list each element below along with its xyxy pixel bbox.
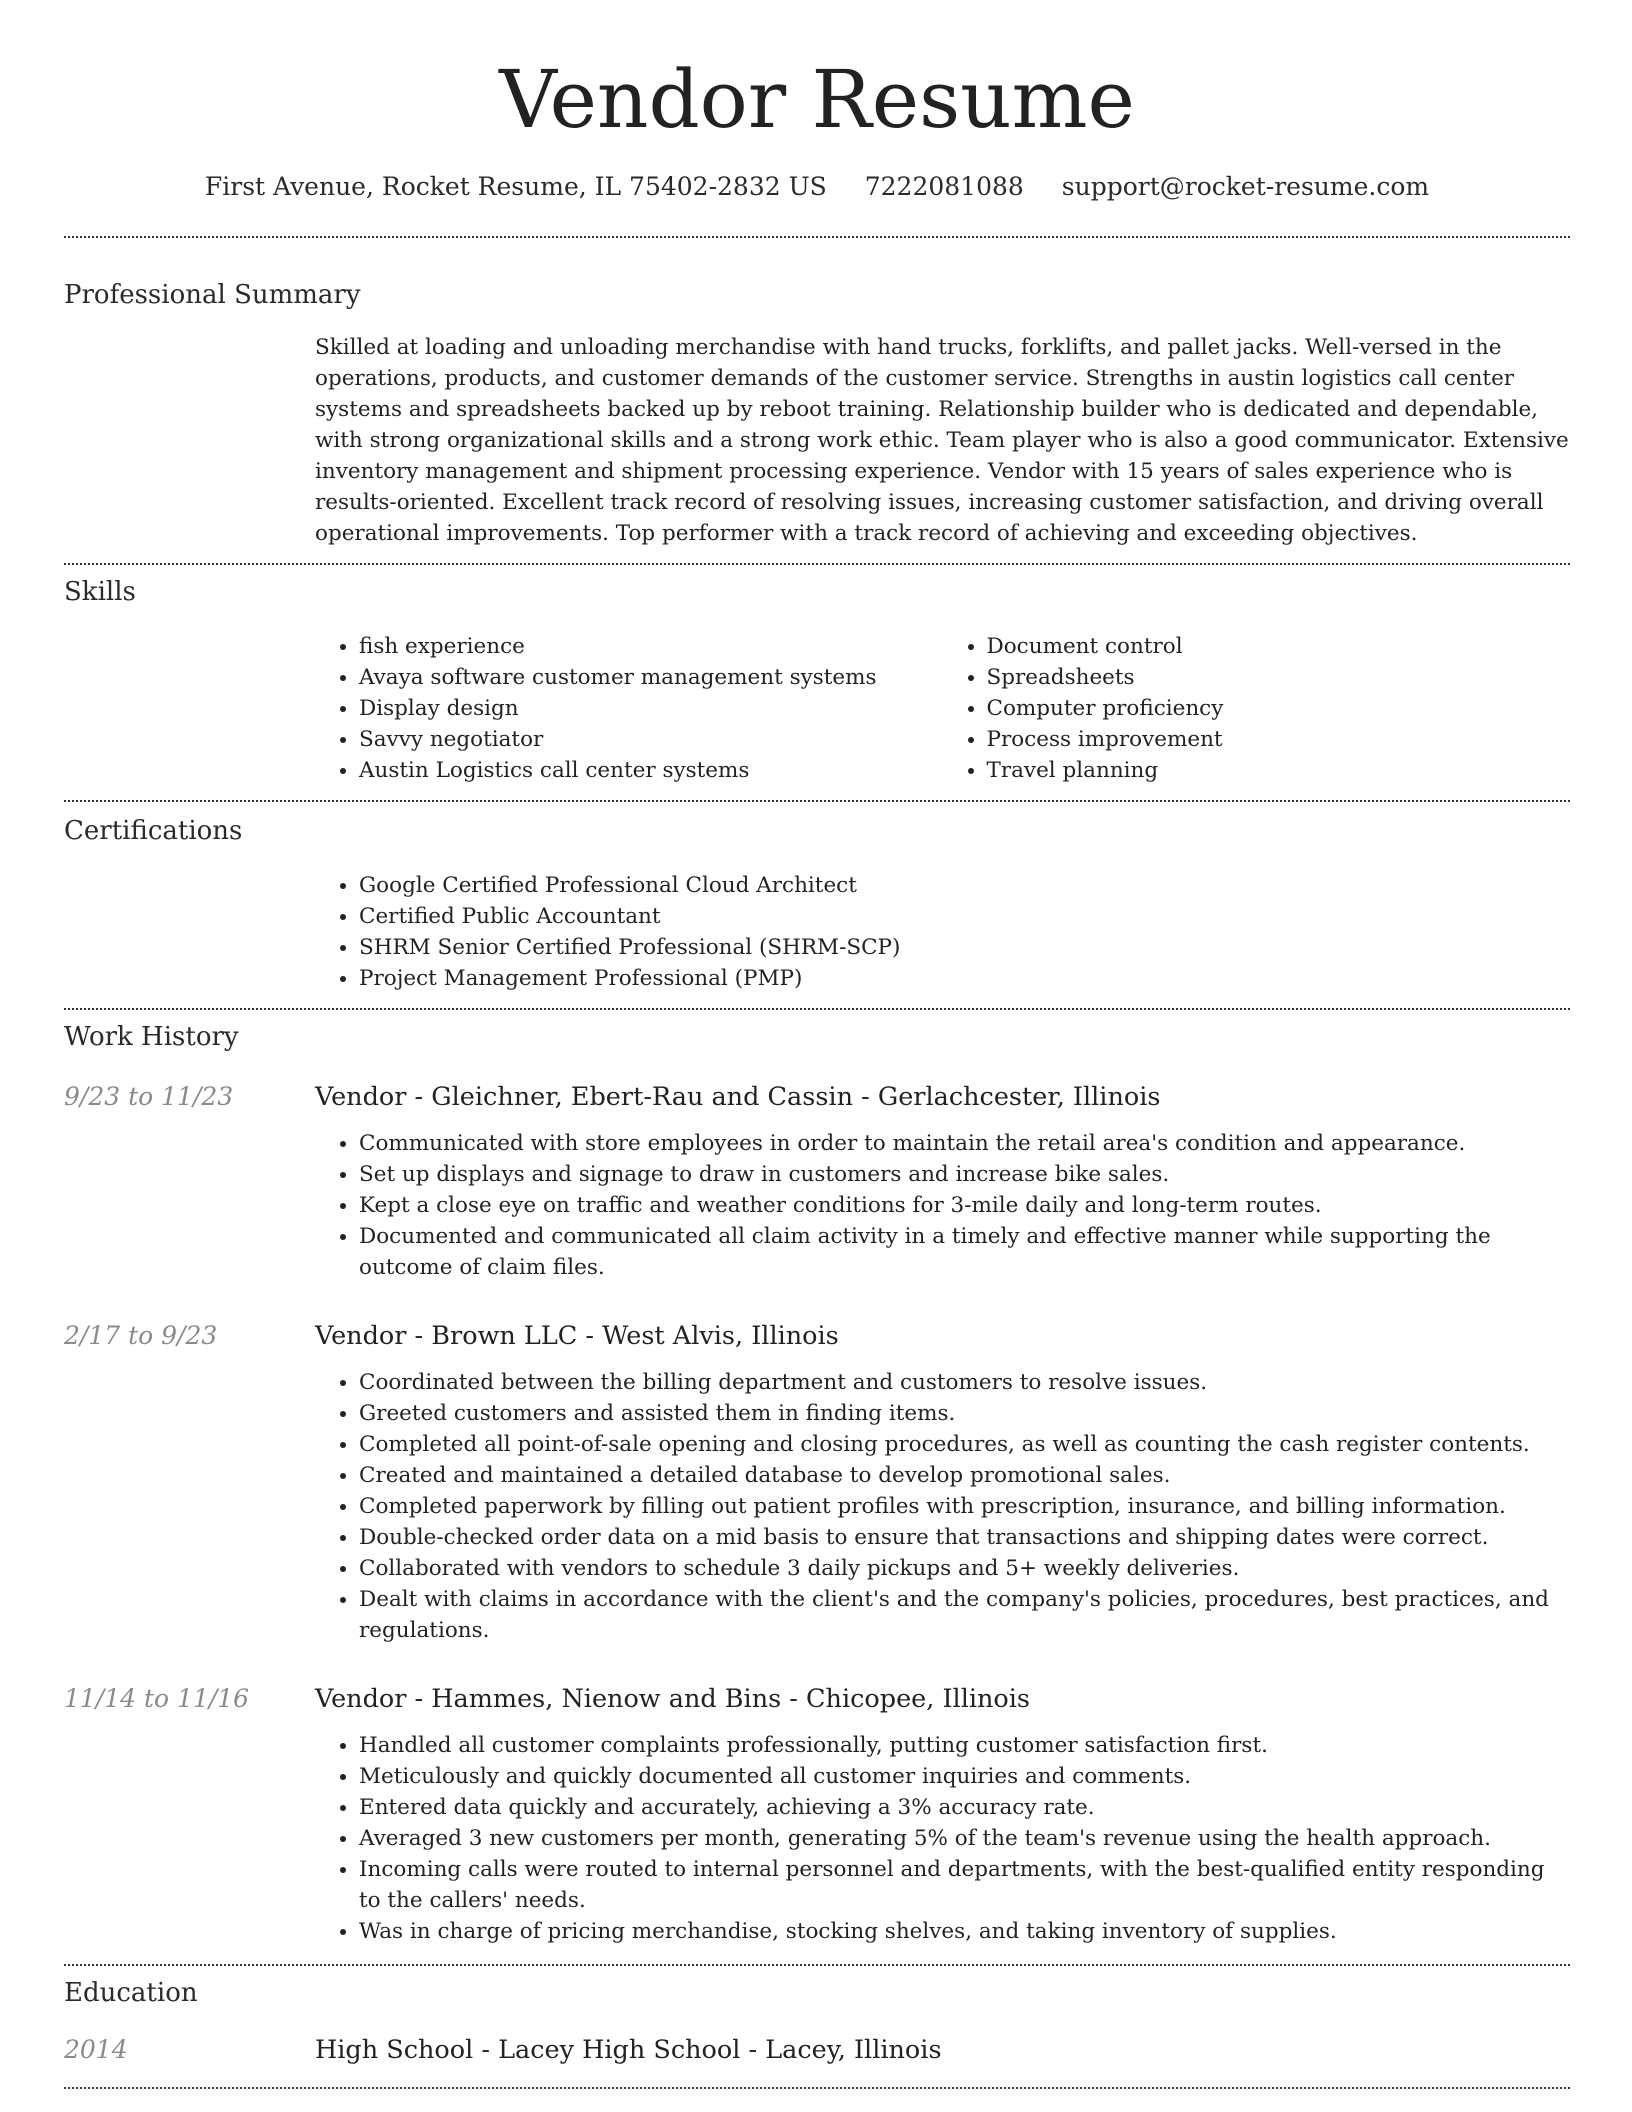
job-dates: 11/14 to 11/16 xyxy=(64,1684,250,1713)
resume-page xyxy=(64,0,1570,2089)
job-bullet: • Was in charge of pricing merchandise, stocking shelves, and taking inventory of supplies. xyxy=(359,1916,1570,1947)
job-bullet: • Set up displays and signage to draw in customers and increase bike sales. xyxy=(359,1159,1570,1190)
job-title: Vendor - Gleichner, Ebert-Rau and Cassin - Gerlachcester, Illinois xyxy=(315,1082,1161,1112)
job-bullet: • Handled all customer complaints professionally, putting customer satisfaction first. xyxy=(359,1730,1570,1761)
skill-item: • Travel planning xyxy=(987,755,1571,786)
job-details xyxy=(315,1080,1570,1283)
skills-list xyxy=(315,631,1570,786)
certifications-heading: Certifications xyxy=(64,816,243,846)
job-bullet: • Completed paperwork by filling out patient profiles with prescription, insurance, and billing information. xyxy=(359,1491,1570,1522)
contact-line xyxy=(64,170,1570,204)
job-details xyxy=(315,1319,1570,1646)
skill-item: • fish experience xyxy=(359,631,943,662)
certification-item: • SHRM Senior Certified Professional (SHRM-SCP) xyxy=(359,932,1570,963)
resume-title: Vendor Resume xyxy=(499,53,1135,146)
job-bullet: • Greeted customers and assisted them in finding items. xyxy=(359,1398,1570,1429)
job-bullet: • Documented and communicated all claim activity in a timely and effective manner while supporting the outcome of claim files. xyxy=(359,1221,1570,1283)
job-bullet: • Entered data quickly and accurately, achieving a 3% accuracy rate. xyxy=(359,1792,1570,1823)
skills-column-left xyxy=(315,631,943,786)
job-entry xyxy=(64,1319,1570,1646)
job-bullets xyxy=(315,1730,1570,1947)
skill-item: • Document control xyxy=(987,631,1571,662)
summary-heading: Professional Summary xyxy=(64,280,361,310)
job-entry xyxy=(64,1080,1570,1283)
job-entry xyxy=(64,1682,1570,1947)
skill-item: • Savvy negotiator xyxy=(359,724,943,755)
skills-heading: Skills xyxy=(64,577,136,607)
job-bullet: • Created and maintained a detailed database to develop promotional sales. xyxy=(359,1460,1570,1491)
job-bullet: • Communicated with store employees in order to maintain the retail area's condition and appearance. xyxy=(359,1128,1570,1159)
job-bullet: • Averaged 3 new customers per month, generating 5% of the team's revenue using the health approach. xyxy=(359,1823,1570,1854)
job-details xyxy=(315,1682,1570,1947)
job-title: Vendor - Brown LLC - West Alvis, Illinois xyxy=(315,1321,839,1351)
education-year: 2014 xyxy=(64,2035,128,2064)
contact-address: First Avenue, Rocket Resume, IL 75402-2832 US xyxy=(204,172,827,201)
job-bullet: • Collaborated with vendors to schedule 3 daily pickups and 5+ weekly deliveries. xyxy=(359,1553,1570,1584)
section-divider xyxy=(64,800,1570,802)
job-bullet: • Coordinated between the billing department and customers to resolve issues. xyxy=(359,1367,1570,1398)
job-title: Vendor - Hammes, Nienow and Bins - Chicopee, Illinois xyxy=(315,1684,1031,1714)
education-entry xyxy=(64,2033,1570,2067)
job-bullet: • Meticulously and quickly documented all customer inquiries and comments. xyxy=(359,1761,1570,1792)
job-bullet: • Completed all point-of-sale opening and closing procedures, as well as counting the cash register contents. xyxy=(359,1429,1570,1460)
certification-item: • Certified Public Accountant xyxy=(359,901,1570,932)
job-bullets xyxy=(315,1367,1570,1646)
skills-column-right xyxy=(943,631,1571,786)
skill-item: • Spreadsheets xyxy=(987,662,1571,693)
job-bullet: • Kept a close eye on traffic and weather conditions for 3-mile daily and long-term routes. xyxy=(359,1190,1570,1221)
section-divider xyxy=(64,563,1570,565)
job-bullets xyxy=(315,1128,1570,1283)
certification-item: • Project Management Professional (PMP) xyxy=(359,963,1570,994)
section-divider xyxy=(64,1008,1570,1010)
section-divider xyxy=(64,1964,1570,1966)
education-details xyxy=(315,2033,1570,2067)
job-bullet: • Dealt with claims in accordance with the client's and the company's policies, procedures, best practices, and regulations. xyxy=(359,1584,1570,1646)
section-divider xyxy=(64,236,1570,238)
job-bullet: • Double-checked order data on a mid basis to ensure that transactions and shipping dates were correct. xyxy=(359,1522,1570,1553)
section-divider xyxy=(64,2087,1570,2089)
summary-text: Skilled at loading and unloading merchandise with hand trucks, forklifts, and pallet jacks. Well-versed in the operations, products, and customer demands of the customer service. Strengths in austin logistics call center systems and spreadsheets backed up by reboot training. Relationship builder who is dedicated and dependable, with strong organizational skills and a strong work ethic. Team player who is also a good communicator. Extensive inventory management and shipment processing experience. Vendor with 15 years of sales experience who is results-oriented. Excellent track record of resolving issues, increasing customer satisfaction, and driving overall operational improvements. Top performer with a track record of achieving and exceeding objectives. xyxy=(315,335,1569,546)
certification-item: • Google Certified Professional Cloud Architect xyxy=(359,870,1570,901)
skill-item: • Display design xyxy=(359,693,943,724)
certifications-list xyxy=(315,870,1570,994)
skill-item: • Avaya software customer management systems xyxy=(359,662,943,693)
job-dates: 9/23 to 11/23 xyxy=(64,1082,234,1111)
education-title: High School - Lacey High School - Lacey, Illinois xyxy=(315,2035,942,2065)
skill-item: • Process improvement xyxy=(987,724,1571,755)
job-bullet: • Incoming calls were routed to internal personnel and departments, with the best-qualified entity responding to the callers' needs. xyxy=(359,1854,1570,1916)
contact-phone: 7222081088 xyxy=(864,172,1024,201)
job-dates: 2/17 to 9/23 xyxy=(64,1321,218,1350)
work-history-heading: Work History xyxy=(64,1022,239,1052)
skill-item: • Computer proficiency xyxy=(987,693,1571,724)
contact-email: support@rocket-resume.com xyxy=(1061,172,1430,201)
education-heading: Education xyxy=(64,1978,198,2008)
skill-item: • Austin Logistics call center systems xyxy=(359,755,943,786)
